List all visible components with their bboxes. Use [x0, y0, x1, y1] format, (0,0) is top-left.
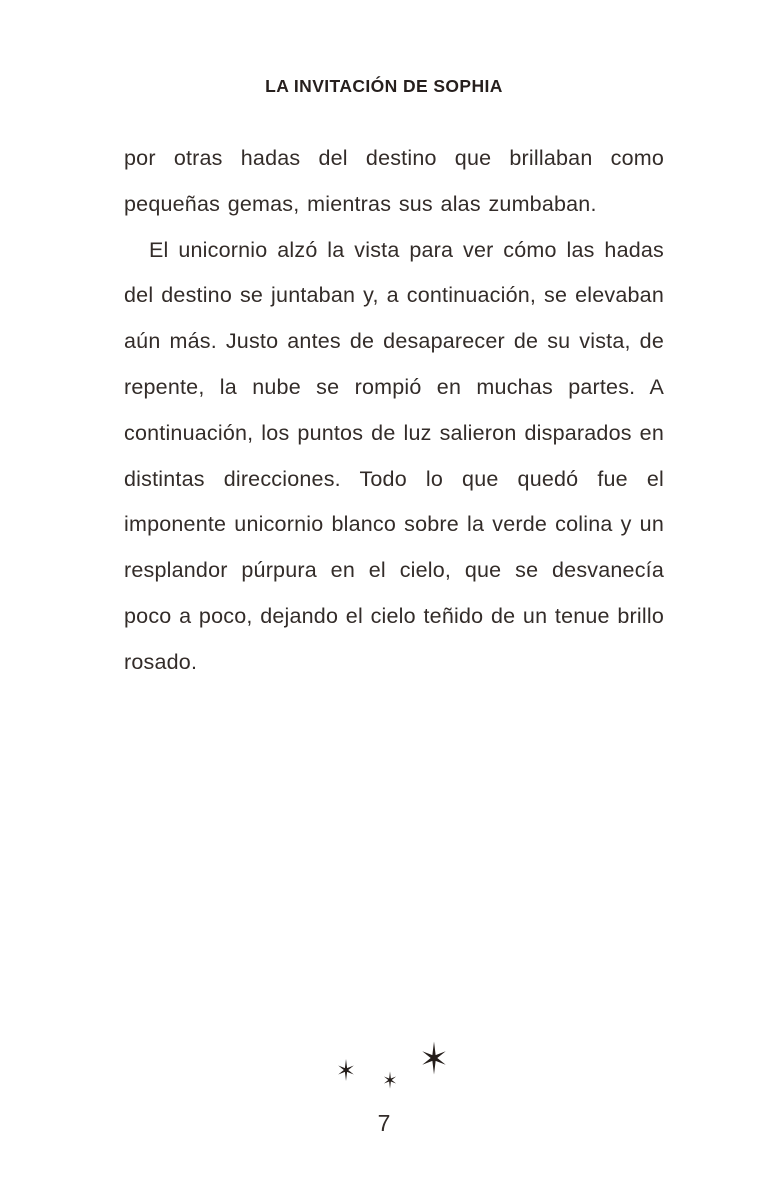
paragraph: El unicornio alzó la vista para ver cómo las hadas del destino se juntaban y, a continuación, se elevaban aún más. Justo antes de desaparecer de su vista, de repente, la nube se rompió en muchas partes. A continuación, los puntos de luz salieron disparados en distintas direcciones. Todo lo que quedó fue el imponente unicornio blanco sobre la verde colina y un resplandor púrpura en el cielo, que se desvanecía poco a poco, dejando el cielo teñido de un tenue brillo rosado. — [124, 237, 664, 674]
body-text — [124, 136, 664, 686]
star-medium-icon — [338, 1059, 354, 1081]
page-number: 7 — [377, 1110, 391, 1136]
star-small-icon — [384, 1071, 396, 1088]
sparkle-stars-icon — [316, 1032, 476, 1102]
running-head-title: LA INVITACIÓN DE SOPHIA — [265, 76, 503, 96]
star-large-icon — [422, 1042, 445, 1075]
paragraph: por otras hadas del destino que brillaban como pequeñas gemas, mientras sus alas zumbaban. — [124, 146, 664, 216]
